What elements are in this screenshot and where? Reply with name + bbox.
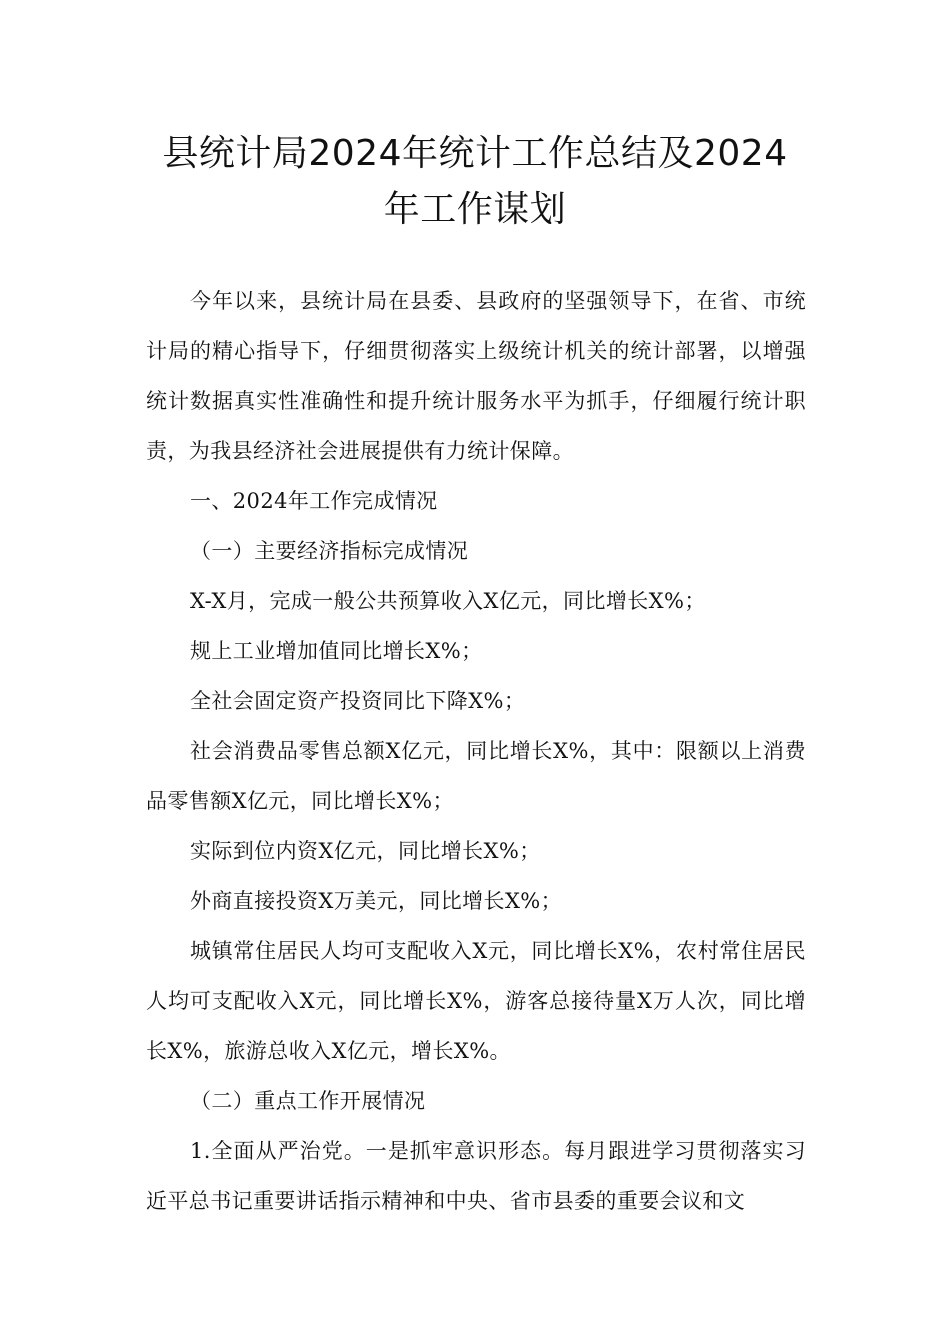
subsection-heading-2: （二）重点工作开展情况 <box>190 1089 426 1113</box>
indicator-foreign-investment: 外商直接投资X万美元，同比增长X%； <box>190 889 563 913</box>
indicator-fixed-investment: 全社会固定资产投资同比下降X%； <box>190 689 526 713</box>
section-heading-1: 一、2024年工作完成情况 <box>190 489 438 513</box>
document-title <box>120 126 830 238</box>
party-building-paragraph: 1.全面从严治党。一是抓牢意识形态。每月跟进学习贯彻落实习近平总书记重要讲话指示精神和中央、省市县委的重要会议和文 <box>146 1139 806 1213</box>
title-line-2: 年工作谋划 <box>383 189 567 230</box>
subsection-heading-1: （一）主要经济指标完成情况 <box>190 539 469 563</box>
indicator-industrial-value: 规上工业增加值同比增长X%； <box>190 639 483 663</box>
indicator-retail-sales: 社会消费品零售总额X亿元，同比增长X%，其中：限额以上消费品零售额X亿元，同比增长X%； <box>146 739 806 813</box>
intro-paragraph: 今年以来，县统计局在县委、县政府的坚强领导下，在省、市统计局的精心指导下，仔细贯彻落实上级统计机关的统计部署，以增强统计数据真实性准确性和提升统计服务水平为抓手，仔细履行统计职责，为我县经济社会进展提供有力统计保障。 <box>146 289 806 463</box>
title-line-1: 县统计局2024年统计工作总结及2024 <box>162 133 788 174</box>
indicator-income-tourism: 城镇常住居民人均可支配收入X元，同比增长X%，农村常住居民人均可支配收入X元，同比增长X%，游客总接待量X万人次，同比增长X%，旅游总收入X亿元，增长X%。 <box>146 939 806 1063</box>
indicator-domestic-capital: 实际到位内资X亿元，同比增长X%； <box>190 839 541 863</box>
document-body <box>146 276 806 1226</box>
indicator-budget-revenue: X-X月，完成一般公共预算收入X亿元，同比增长X%； <box>190 589 706 613</box>
